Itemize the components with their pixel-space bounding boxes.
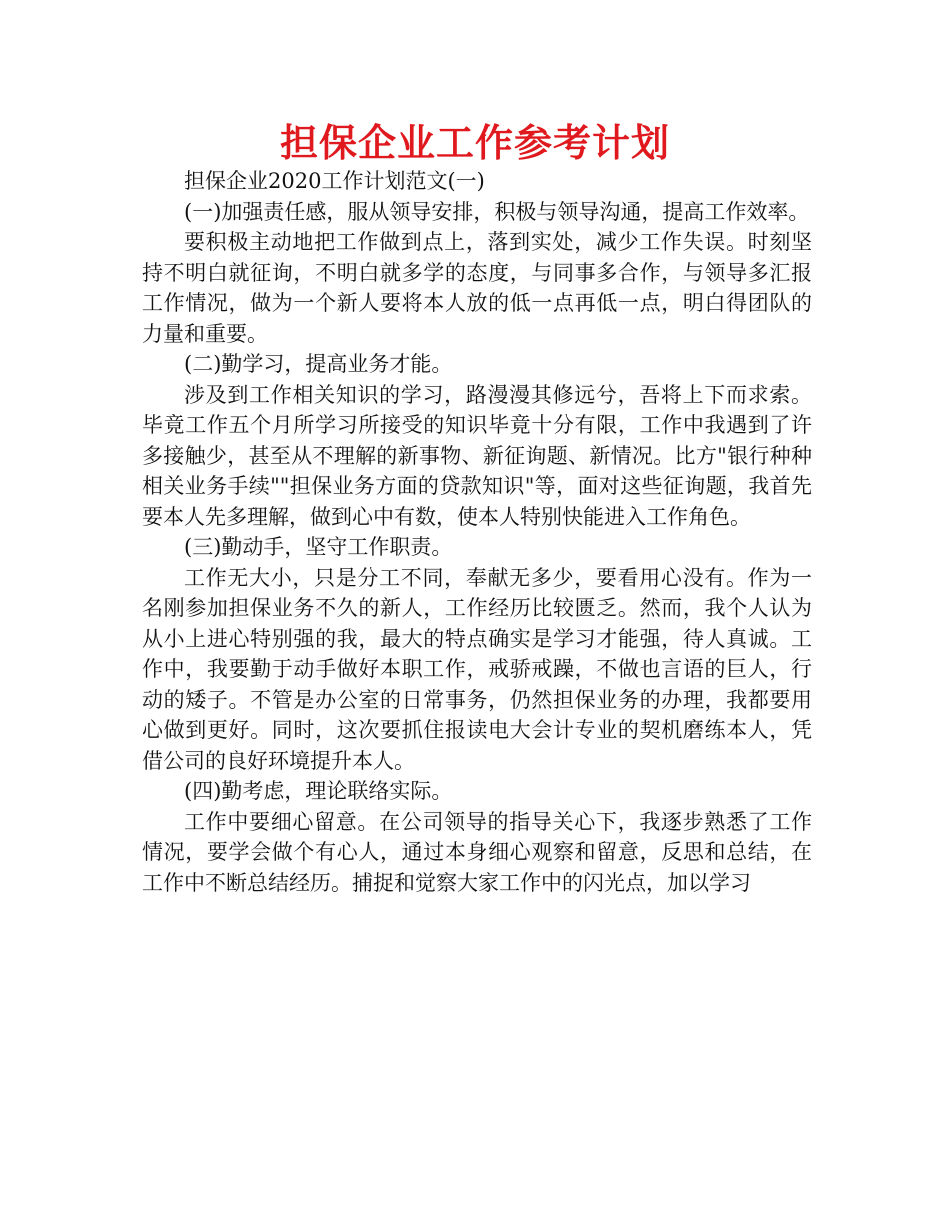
- paragraph-heading: 担保企业2020工作计划范文(一): [184, 169, 485, 193]
- document-body: [142, 166, 812, 898]
- paragraph: (二)勤学习，提高业务才能。: [184, 352, 453, 376]
- paragraph: 工作无大小，只是分工不同，奉献无多少，要看用心没有。作为一名刚参加担保业务不久的新人，工作经历比较匮乏。然而，我个人认为从小上进心特别强的我，最大的特点确实是学习才能强，待人真诚。工作中，我要勤于动手做好本职工作，戒骄戒躁，不做也言语的巨人，行动的矮子。不管是办公室的日常事务，仍然担保业务的办理，我都要用心做到更好。同时，这次要抓住报读电大会计专业的契机磨练本人，凭借公司的良好环境提升本人。: [142, 565, 812, 773]
- document-title: 担保企业工作参考计划: [279, 121, 670, 165]
- paragraph: (一)加强责任感，服从领导安排，积极与领导沟通，提高工作效率。: [184, 199, 810, 224]
- paragraph: 要积极主动地把工作做到点上，落到实处，减少工作失误。时刻坚持不明白就征询，不明白就多学的态度，与同事多合作，与领导多汇报工作情况，做为一个新人要将本人放的低一点再低一点，明白得团队的力量和重要。: [142, 230, 812, 346]
- paragraph: 涉及到工作相关知识的学习，路漫漫其修远兮，吾将上下而求索。毕竟工作五个月所学习所接受的知识毕竟十分有限，工作中我遇到了许多接触少，甚至从不理解的新事物、新征询题、新情况。比方"银行种种相关业务手续""担保业务方面的贷款知识"等，面对这些征询题，我首先要本人先多理解，做到心中有数，使本人特别快能进入工作角色。: [142, 382, 812, 529]
- paragraph: 工作中要细心留意。在公司领导的指导关心下，我逐步熟悉了工作情况，要学会做个有心人，通过本身细心观察和留意，反思和总结，在工作中不断总结经历。捕捉和觉察大家工作中的闪光点，加以学习: [142, 809, 812, 895]
- paragraph: (四)勤考虑，理论联络实际。: [184, 779, 453, 803]
- paragraph: (三)勤动手，坚守工作职责。: [184, 535, 453, 559]
